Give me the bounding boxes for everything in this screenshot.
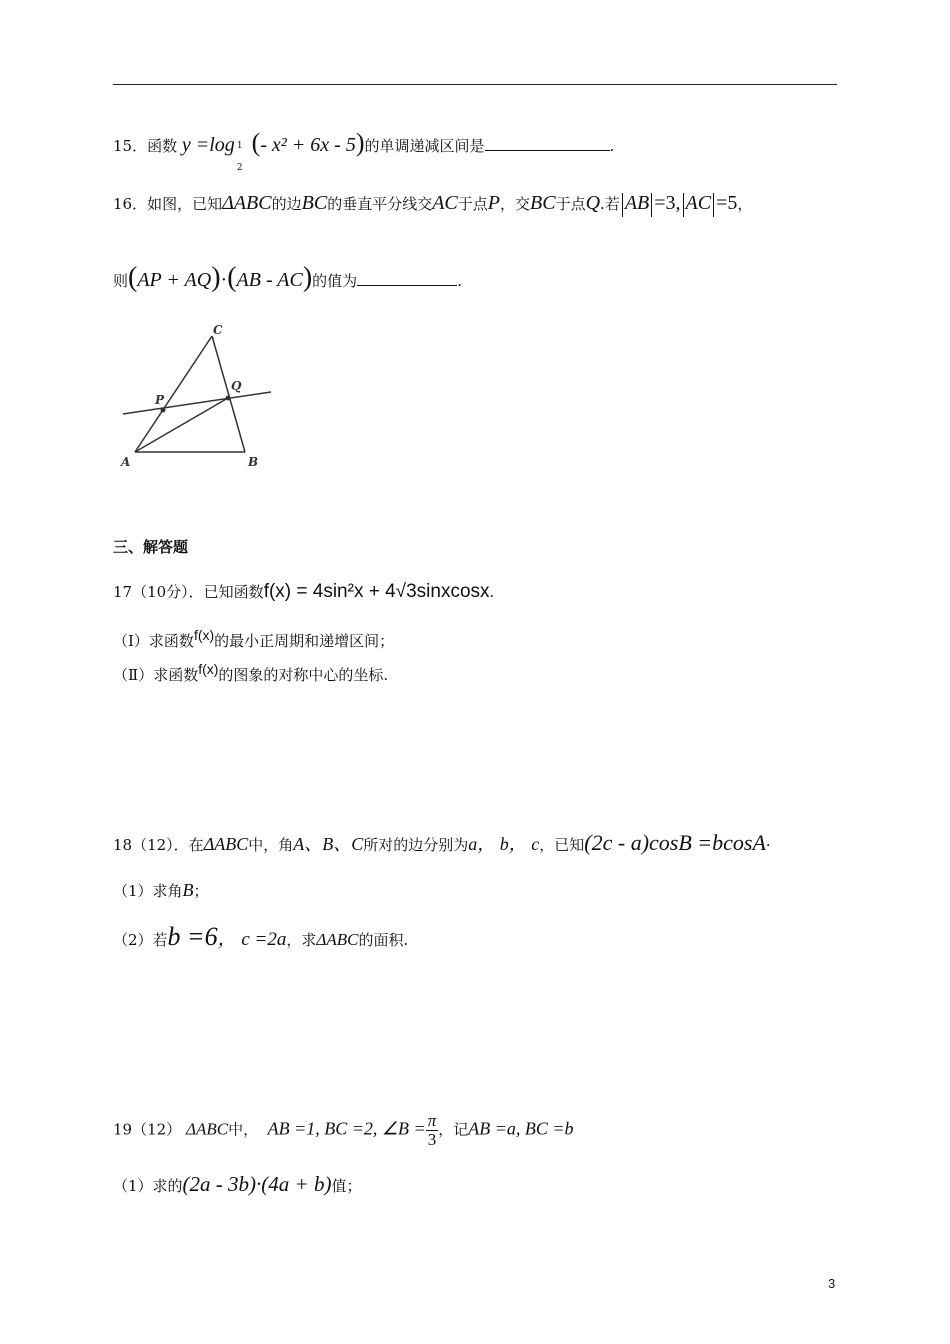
question-18-part-2: （2）若b =6， c =2a，求ΔABC的面积. <box>113 922 409 951</box>
label-q: Q <box>231 379 242 393</box>
question-15: 15．函数 y =log 1 2 (- x² + 6x - 5)的单调递减区间是 . <box>113 128 615 173</box>
log-base: 1 2 <box>236 141 243 173</box>
label-p: P <box>155 393 165 407</box>
point-q <box>226 396 231 401</box>
section-title: 三、解答题 <box>113 538 189 556</box>
side-bc <box>212 336 245 452</box>
page-number: 3 <box>828 1276 836 1291</box>
segment-aq <box>135 398 228 452</box>
fraction-pi-over-3: $\frac{\pi}{3}$ <box>427 1111 437 1149</box>
question-17-part-2: （Ⅱ）求函数f(x)的图象的对称中心的坐标. <box>113 661 389 684</box>
perpendicular-bisector <box>123 392 271 414</box>
question-17: 17（10分）．已知函数f(x) = 4sin²x + 4√3sinxcosx. <box>113 581 495 602</box>
question-16-line-1: 16．如图，已知ΔABC的边BC的垂直平分线交AC于点P，交BC于点Q.若 AB =3, AC =5， <box>113 192 752 217</box>
question-16-line-2: 则(AP + AQ)·(AB - AC)的值为 . <box>113 262 462 293</box>
question-17-part-1: （Ⅰ）求函数f(x)的最小正周期和递增区间； <box>113 627 395 650</box>
label-c: C <box>213 323 223 337</box>
side-ac <box>135 336 212 452</box>
question-18-part-1: （1）求角B； <box>113 880 209 900</box>
label-a: A <box>121 455 131 469</box>
point-p <box>161 408 166 413</box>
triangle-figure <box>113 318 283 470</box>
header-rule <box>113 84 837 85</box>
question-19-part-1: （1）求的(2a - 3b)·(4a + b)值； <box>113 1172 362 1196</box>
question-18: 18（12）．在ΔABC中，角A、B、C所对的边分别为a， b， c，已知(2c - a)cosB =bcosA· <box>113 830 771 855</box>
label-b: B <box>248 455 259 469</box>
question-19: 19（12） ΔABC中， AB =1, BC =2, ∠B = $\frac{\pi}{3}$ ，记AB =a, BC =b <box>113 1111 574 1149</box>
